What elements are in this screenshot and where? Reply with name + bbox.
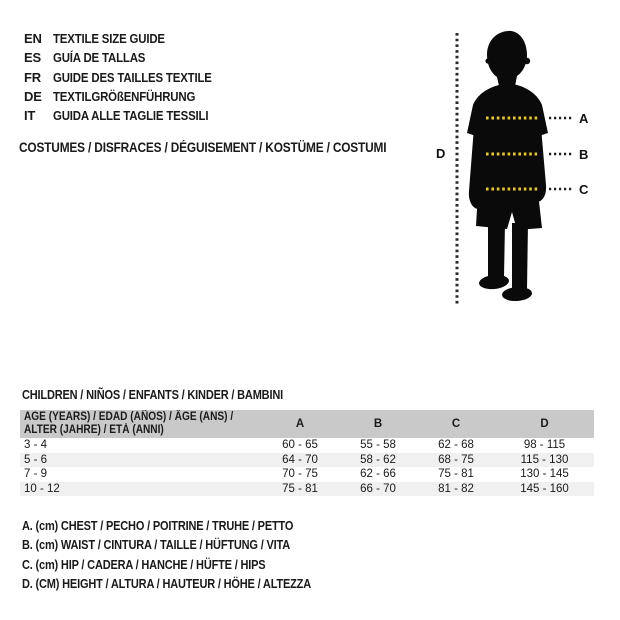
table-row	[20, 482, 594, 497]
height-label: D	[436, 146, 446, 161]
height-cell: 98 - 115	[523, 439, 566, 451]
table-row	[20, 438, 594, 453]
column-header-c: C	[417, 410, 495, 438]
chest-cell: 75 - 81	[282, 482, 318, 495]
column-header-a: A	[261, 410, 339, 438]
language-title: GUÍA DE TALLAS	[53, 50, 146, 66]
language-row-en	[24, 29, 233, 48]
child-silhouette	[467, 31, 548, 302]
size-table	[20, 410, 594, 496]
height-cell: 115 - 130	[520, 453, 569, 466]
legend-height: D. (CM) HEIGHT / ALTURA / HAUTEUR / HÖHE / ALTEZZA	[22, 576, 311, 591]
language-row-fr	[24, 68, 233, 87]
legend-hip: C. (cm) HIP / CADERA / HANCHE / HÜFTE / HIPS	[22, 557, 266, 572]
chest-cell: 60 - 65	[282, 439, 318, 451]
waist-cell: 66 - 70	[360, 482, 396, 495]
age-cell: 7 - 9	[24, 468, 48, 480]
table-row	[20, 467, 594, 482]
chest-label: A	[579, 111, 589, 126]
language-code: EN	[24, 31, 42, 46]
waist-label: B	[579, 147, 589, 162]
language-row-it	[24, 106, 233, 125]
column-header-b: B	[339, 410, 417, 438]
language-code: ES	[24, 50, 41, 66]
chest-cell: 64 - 70	[282, 453, 318, 466]
legend-waist: B. (cm) WAIST / CINTURA / TAILLE / HÜFTUNG / VITA	[22, 538, 291, 553]
measurement-legend	[22, 517, 350, 594]
waist-cell: 62 - 66	[360, 468, 396, 480]
waist-cell: 55 - 58	[360, 439, 396, 451]
category-heading: COSTUMES / DISFRACES / DÉGUISEMENT / KOSTÜME / COSTUMI	[19, 140, 387, 155]
language-code: DE	[24, 88, 42, 104]
waist-cell: 58 - 62	[360, 453, 396, 466]
table-row	[20, 453, 594, 468]
age-cell: 10 - 12	[24, 482, 60, 495]
chest-cell: 70 - 75	[282, 468, 318, 480]
age-cell: 5 - 6	[24, 453, 48, 466]
measurement-diagram	[425, 15, 610, 310]
hip-cell: 75 - 81	[438, 468, 474, 480]
age-column-header: AGE (YEARS) / EDAD (AÑOS) / ÂGE (ANS) / ALTER (JAHRE) / ETÀ (ANNI)	[20, 410, 261, 438]
hip-label: C	[579, 182, 589, 197]
language-title: GUIDA ALLE TAGLIE TESSILI	[53, 108, 209, 124]
child-silhouette-figure	[425, 15, 610, 310]
hip-cell: 62 - 68	[438, 439, 474, 451]
language-code: FR	[24, 69, 41, 85]
legend-chest: A. (cm) CHEST / PECHO / POITRINE / TRUHE / PETTO	[22, 519, 294, 533]
language-code: IT	[24, 108, 36, 124]
language-title: TEXTILE SIZE GUIDE	[53, 31, 165, 46]
height-cell: 130 - 145	[520, 468, 569, 480]
language-row-es	[24, 48, 233, 67]
language-title: TEXTILGRÖßENFÜHRUNG	[53, 88, 196, 104]
language-row-de	[24, 87, 233, 106]
language-title: GUIDE DES TAILLES TEXTILE	[53, 69, 212, 85]
hip-cell: 68 - 75	[438, 453, 474, 466]
age-cell: 3 - 4	[24, 439, 48, 451]
language-list	[24, 29, 233, 125]
height-cell: 145 - 160	[520, 482, 569, 495]
column-header-d: D	[495, 410, 594, 438]
size-table-header-row	[20, 410, 594, 438]
table-section-title: CHILDREN / NIÑOS / ENFANTS / KINDER / BAMBINI	[22, 388, 283, 402]
hip-cell: 81 - 82	[438, 482, 474, 495]
